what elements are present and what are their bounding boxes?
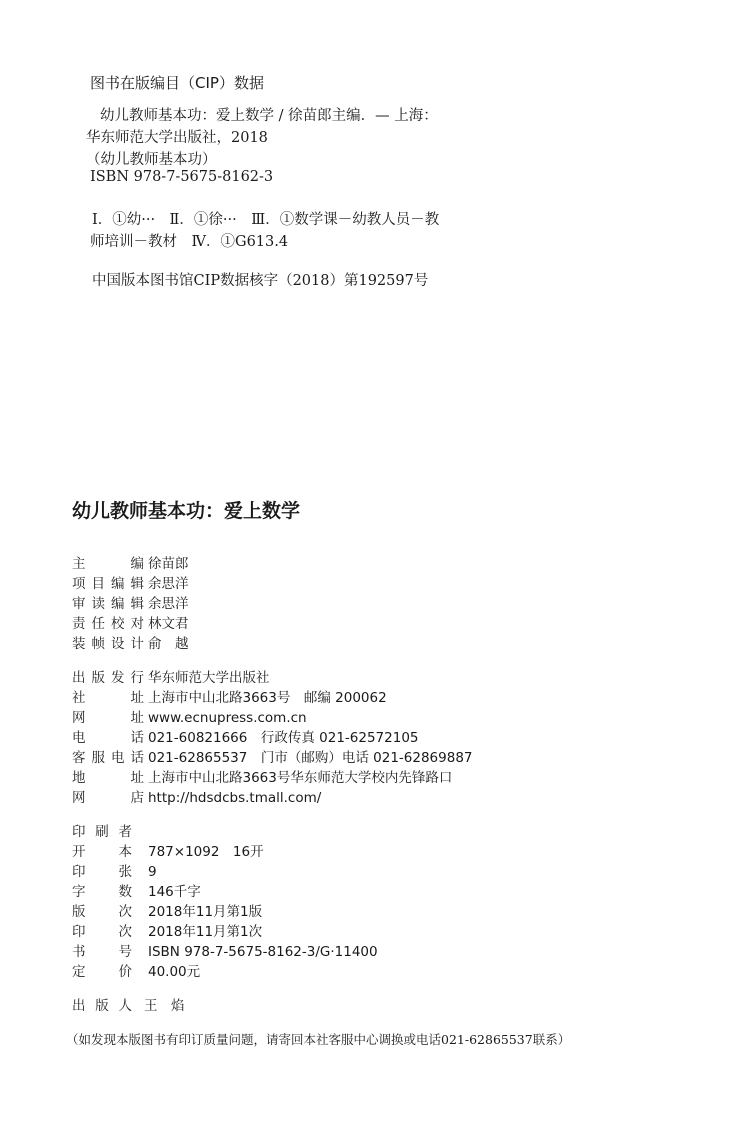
printing-label: 印 张 <box>72 864 132 880</box>
publisher-label: 地 址 <box>72 770 144 786</box>
printing-label: 开 本 <box>72 844 132 860</box>
publisher-row-website <box>72 706 307 726</box>
publisher-person-value: 王 焰 <box>144 998 185 1014</box>
printing-label: 版 次 <box>72 904 132 920</box>
credit-label: 主 编 <box>72 556 144 572</box>
credit-label: 项目编辑 <box>72 576 144 592</box>
printing-row-printer <box>72 820 136 840</box>
cip-heading: 图书在版编目（CIP）数据 <box>90 74 264 92</box>
credit-row-designer <box>72 632 189 652</box>
publisher-label: 出版发行 <box>72 670 144 686</box>
printing-value: 9 <box>148 864 157 880</box>
publisher-row-service-phone <box>72 746 473 766</box>
printing-value: ISBN 978-7-5675-8162-3/G·11400 <box>148 944 378 960</box>
publisher-row-shop <box>72 786 321 806</box>
credit-row-proofreader <box>72 612 189 632</box>
publisher-value: 021-60821666 行政传真 021-62572105 <box>148 730 419 746</box>
cip-line-5: Ⅰ．①幼··· Ⅱ．①徐··· Ⅲ．①数学课－幼教人员－教 <box>92 212 440 228</box>
printing-label: 印刷者 <box>72 824 132 840</box>
printing-row-impression <box>72 920 262 940</box>
printing-label: 定 价 <box>72 964 132 980</box>
publisher-value: 上海市中山北路3663号华东师范大学校内先锋路口 <box>148 770 453 786</box>
printing-value: 146千字 <box>148 884 201 900</box>
credit-row-editor <box>72 552 189 572</box>
publisher-label: 网 店 <box>72 790 144 806</box>
publisher-label: 网 址 <box>72 710 144 726</box>
credit-value: 俞 越 <box>148 636 189 652</box>
publisher-label: 客服电话 <box>72 750 144 766</box>
printing-label: 印 次 <box>72 924 132 940</box>
publisher-row-issuer <box>72 666 270 686</box>
credit-row-review-editor <box>72 592 189 612</box>
cip-line-4: ISBN 978-7-5675-8162-3 <box>90 169 274 185</box>
printing-label: 书 号 <box>72 944 132 960</box>
credit-value: 余思洋 <box>148 576 189 592</box>
printing-value: 40.00元 <box>148 964 201 980</box>
publisher-label: 社 址 <box>72 690 144 706</box>
publisher-label: 电 话 <box>72 730 144 746</box>
publisher-row-address <box>72 686 387 706</box>
publisher-person-row <box>72 994 185 1014</box>
quality-notice: （如发现本版图书有印订质量问题，请寄回本社客服中心调换或电话021-62865537联系） <box>66 1032 571 1047</box>
publisher-website-link[interactable]: www.ecnupress.com.cn <box>148 710 307 726</box>
printing-row-isbn <box>72 940 378 960</box>
publisher-value: 上海市中山北路3663号 邮编 200062 <box>148 690 387 706</box>
printing-value: 2018年11月第1版 <box>148 904 263 920</box>
cip-line-2: 华东师范大学出版社，2018 <box>86 130 268 146</box>
credit-value: 林文君 <box>148 616 189 632</box>
printing-row-price <box>72 960 200 980</box>
printing-row-edition <box>72 900 262 920</box>
publisher-row-phone <box>72 726 419 746</box>
cip-line-3: （幼儿教师基本功） <box>86 152 217 168</box>
printing-row-sheets <box>72 860 157 880</box>
printing-row-format <box>72 840 264 860</box>
credit-value: 徐苗郎 <box>148 556 189 572</box>
publisher-row-location <box>72 766 452 786</box>
cip-line-6: 师培训－教材 Ⅳ．①G613.4 <box>90 234 289 250</box>
printing-row-word-count <box>72 880 201 900</box>
credit-row-project-editor <box>72 572 189 592</box>
publisher-shop-link[interactable]: http://hdsdcbs.tmall.com/ <box>148 790 322 806</box>
book-title: 幼儿教师基本功：爱上数学 <box>72 500 301 522</box>
publisher-value: 华东师范大学出版社 <box>148 670 270 686</box>
credit-label: 责任校对 <box>72 616 144 632</box>
credit-label: 装帧设计 <box>72 636 144 652</box>
printing-value: 787×1092 16开 <box>148 844 264 860</box>
publisher-person-label: 出版人 <box>72 998 132 1014</box>
publisher-value: 021-62865537 门市（邮购）电话 021-62869887 <box>148 750 473 766</box>
printing-value: 2018年11月第1次 <box>148 924 263 940</box>
cip-line-1: 幼儿教师基本功：爱上数学 / 徐苗郎主编．— 上海： <box>100 108 438 124</box>
credit-label: 审读编辑 <box>72 596 144 612</box>
printing-label: 字 数 <box>72 884 132 900</box>
cip-line-7: 中国版本图书馆CIP数据核字（2018）第192597号 <box>92 273 429 289</box>
credit-value: 余思洋 <box>148 596 189 612</box>
